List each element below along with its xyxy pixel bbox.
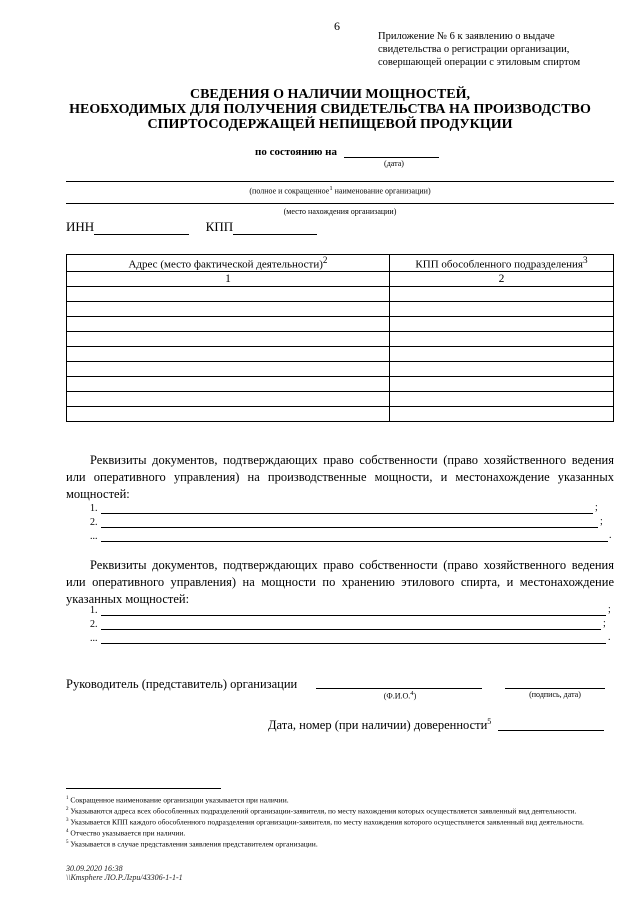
col-address-header: Адрес (место фактической деятельности)$^2$ [67, 255, 390, 272]
table-cell[interactable] [67, 391, 390, 406]
title-line: СВЕДЕНИЯ О НАЛИЧИИ МОЩНОСТЕЙ, [189, 87, 470, 102]
sign-caption: (подпись, дата) [529, 690, 581, 699]
table-cell[interactable] [390, 361, 614, 376]
col-number: 1 [67, 271, 390, 286]
list-item-number: 2. [90, 619, 98, 630]
list-item-number: 1. [90, 503, 98, 514]
appendix-note [378, 30, 618, 69]
appendix-line: свидетельства о регистрации организации, [378, 44, 570, 55]
org-name-field[interactable] [66, 181, 614, 182]
inn-label: ИНН [66, 219, 95, 234]
table-row [67, 346, 614, 361]
table-cell[interactable] [67, 346, 390, 361]
table-row [67, 376, 614, 391]
inn-kpp-row [66, 219, 317, 235]
table-cell[interactable] [67, 376, 390, 391]
meta-date: 30.09.2020 16:38 [66, 864, 123, 873]
table-cell[interactable] [390, 346, 614, 361]
kpp-field[interactable] [233, 222, 317, 235]
section1-item1-field[interactable] [101, 513, 593, 514]
head-label: Руководитель (представитель) организации [66, 677, 298, 691]
section2-item1-field[interactable] [101, 615, 606, 616]
list-item-end: . [608, 632, 611, 643]
meta-path: \\Kmsphere ЛО.Р.Лгри/43306-1-1-1 [66, 873, 183, 882]
capacity-table [66, 254, 614, 422]
table-cell[interactable] [390, 406, 614, 421]
document-meta [66, 864, 183, 882]
date-label: по состоянию на [255, 146, 338, 158]
list-item-number: ... [90, 633, 98, 644]
title-line: НЕОБХОДИМЫХ ДЛЯ ПОЛУЧЕНИЯ СВИДЕТЕЛЬСТВА НА ПРОИЗВОДСТВО [69, 102, 591, 117]
fio-caption: (Ф.И.О.$^4$) [383, 690, 417, 701]
list-item-end: ; [595, 502, 598, 513]
list-item-number: 1. [90, 605, 98, 616]
fio-field[interactable] [316, 688, 482, 689]
table-row [67, 331, 614, 346]
signature-field[interactable] [505, 688, 605, 689]
section2-item3-field[interactable] [101, 643, 606, 644]
table-row [67, 301, 614, 316]
table-cell[interactable] [67, 331, 390, 346]
list-item-end: ; [608, 604, 611, 615]
table-cell[interactable] [390, 376, 614, 391]
org-name-caption: (полное и сокращенное$^1$ наименование организации) [249, 185, 431, 196]
list-item-end: ; [603, 618, 606, 629]
col-kpp-header: КПП обособленного подразделения$^3$ [390, 255, 614, 272]
table-number-row [67, 271, 614, 286]
table-cell[interactable] [390, 301, 614, 316]
footnotes [66, 794, 611, 849]
section1-text: Реквизиты документов, подтверждающих право собственности (право хозяйственного ведения или оперативного управления) на производственные мощности, и местонахождение указанных мощностей: [66, 453, 614, 501]
section1-item2-field[interactable] [101, 527, 598, 528]
page-number: 6 [334, 19, 340, 33]
table-row [67, 361, 614, 376]
table-cell[interactable] [390, 331, 614, 346]
power-of-attorney-label: Дата, номер (при наличии) доверенности$^5$ [268, 717, 492, 733]
inn-field[interactable] [94, 222, 189, 235]
table-cell[interactable] [390, 391, 614, 406]
list-item-number: 2. [90, 517, 98, 528]
table-cell[interactable] [67, 316, 390, 331]
list-item-end: ; [600, 516, 603, 527]
table-row [67, 286, 614, 301]
table-cell[interactable] [67, 301, 390, 316]
section2-item2-field[interactable] [101, 629, 601, 630]
table-cell[interactable] [67, 406, 390, 421]
footnote-divider [66, 788, 221, 789]
appendix-line: Приложение № 6 к заявлению о выдаче [378, 31, 555, 42]
table-header-row [67, 255, 614, 272]
section1-item3-field[interactable] [101, 541, 608, 542]
table-row [67, 406, 614, 421]
date-row [255, 146, 439, 158]
power-of-attorney-field[interactable] [498, 730, 604, 731]
table-cell[interactable] [390, 316, 614, 331]
location-field[interactable] [66, 203, 614, 204]
footnote: $^2$ Указываются адреса всех обособленных подразделений организации-заявителя, по месту нахождения которых осуществляется заявленный вид деятельности. [66, 806, 577, 816]
kpp-label: КПП [205, 219, 234, 234]
table-row [67, 316, 614, 331]
table-row [67, 391, 614, 406]
location-caption: (место нахождения организации) [283, 207, 397, 216]
footnote: $^3$ Указывается КПП каждого обособленного подразделения организации-заявителя, по месту нахождения которого осуществляется заявленный вид деятельности. [66, 817, 584, 827]
list-item-end: . [609, 530, 612, 541]
table-cell[interactable] [390, 286, 614, 301]
list-item-number: ... [90, 531, 98, 542]
footnote: $^4$ Отчество указывается при наличии. [66, 828, 186, 838]
title-line: СПИРТОСОДЕРЖАЩЕЙ НЕПИЩЕВОЙ ПРОДУКЦИИ [147, 117, 513, 132]
col-number: 2 [390, 271, 614, 286]
document-title [60, 87, 600, 132]
section2-text: Реквизиты документов, подтверждающих право собственности (право хозяйственного ведения или оперативного управления) на мощности по хранению этилового спирта, и местонахождение указанных мощностей: [66, 558, 614, 606]
date-field[interactable] [344, 147, 439, 158]
table-cell[interactable] [67, 286, 390, 301]
footnote: $^5$ Указывается в случае представления заявления представителем организации. [66, 839, 318, 849]
table-cell[interactable] [67, 361, 390, 376]
appendix-line: совершающей операции с этиловым спиртом [378, 57, 581, 68]
date-caption: (дата) [384, 159, 404, 168]
footnote: $^1$ Сокращенное наименование организации указывается при наличии. [66, 795, 289, 805]
